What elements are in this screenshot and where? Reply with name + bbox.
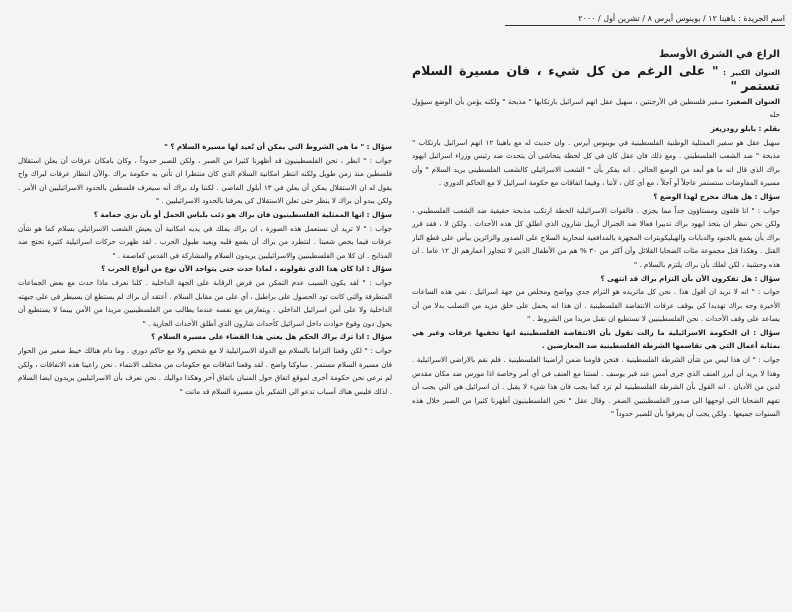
article-paragraph: سؤال : هل تفكرون الآن بأن التزام براك قد انتهى ؟ bbox=[600, 273, 780, 283]
article-paragraph: سهيل عقل هو سفير الممثلية الوطنية الفلسطينية في بوينوس أيرس . وان حديث له مع ياهينا ١٢ اتهم اسرائيل بارتكاب " مذبحة " ضد الشعب الفلسطيني . ومع ذلك فان عقل كان في كل لحظة يتحاشى أن يتحدث ضد رئيس وزراء اسرائيل ايهود براك الذي قال انه ما هو أبعد من الوضع الحالي . انه يفكر بأن " الشعب الاسرائيلي كالشعب الفلسطيني يريد السلام " وأن مسيرة المفاوضات ستستمر عاجلاً أو آجلاً ، مع أي كان ، لأننا ، وفيما اتفاقات مع حكومة اسرائيل لا مع الحاكم الدوري . bbox=[412, 137, 780, 188]
interview-question: سؤال : انها الممثلية الفلسطينيون فان براك هو ذئب بلباس الحمل أو بأن بزي حمامة ؟ bbox=[93, 209, 392, 219]
subtitle-label: العنوان الصغير: bbox=[726, 96, 780, 106]
interview-answer: جواب : " لقد يكون السبب عدم التمكن من فرض الرقابة على الجهة الداخلية . كلنا نعرف ماذا حدث مع بعض الجماعات المتطرفة والتي كانت تود الحصول على براطيل ، أي على من مقابل السلام . أعتقد أن براك لم يستطع ان يسيطر في على جبهته الداخلية ولا على أمن اسرائيل الداخلي . ويتعارض مع نفسه عندما يطالب من الفلسطينيين مزيدا من الأمن بينما لا يستطيع أن يحول دون وقوع حوادث داخل اسرائيل كأحداث شارون الذي أطلق الأحداث الجارية . " bbox=[18, 277, 392, 328]
main-title-row bbox=[412, 64, 780, 95]
section-title: الراع في الشرق الأوسط bbox=[659, 49, 780, 60]
interview-question: سؤال : اذا كان هذا الذي تقولونه ، لماذا حدث حتى يتواجد الآن نوع من أنواع الحرب ؟ bbox=[101, 264, 392, 274]
right-column-body bbox=[412, 136, 780, 421]
newspaper-header: اسم الجريدة : ياهينا ١٢ / بوينوس أيرس ٨ / تشرين أول / ٢٠٠٠ bbox=[505, 14, 785, 26]
interview-answer: جواب : " لا تريد أن نستعمل هذه الصورة ، ان براك يملك في يديه امكانية أن يعيش الشعب الاسرائيلي بسلام كما هو شأن عرفات فيما يخص شعبنا . لنتطرد من براك أن يقمع قلبه ويعيد طبول الحرب . لقد ظهرت حركات اسرائيلية كثيرة تحتج ضد المذابح . ان كلا من الفلسطينيين والاسرائيليين يريدون السلام والمشاركة في القدس كعاصمة . " bbox=[18, 223, 392, 260]
subtitle: سفير فلسطين في الأرجنتين ، سهيل عقل اتهم اسرائيل بارتكابها " مذبحة " ولكنه يؤمن بأن الوضع سيؤول حله bbox=[412, 96, 780, 120]
subtitle-row bbox=[412, 95, 780, 122]
main-title: " على الرغم من كل شيء ، فان مسيرة السلام تستمر " bbox=[412, 62, 780, 94]
article-paragraph: سؤال : هل هناك مخرج لهذا الوضع ؟ bbox=[653, 191, 780, 201]
article-paragraph: جواب : " انه لا نريد ان أقول هذا . نحن كل ماتريده هو التزام جدي وواضح ومخلص من جهة اسرائيل . نفي هذه الساعات الأخيرة وجه براك تهديدا كي يوقف عرفات الانتفاضة الفلسطينية . ان هذا انه يحمل على خلق مزيد من التصلب بدلا من أن يساعد على وقف الأحداث . نحن الفلسطينيين لا نستطيع ان نقبل مزيدا من الشروط . " bbox=[412, 287, 780, 324]
article-paragraph: جواب : " انا قلقون ومستاؤون جداً مما يجري . فالقوات الاسرائيلية الخطة ارتكب مذبحة حقيقية ضد الشعب الفلسطيني ، ولكن نحن ننظر ان يتخذ ايهود براك تدبيرا فعالا ضد الجنرال أرييل شارون الذي اطلق كل هذه الأحداث . ولكن لا ، فقد قرر براك بأن يقمع بالجنود والدبابات والهيليكوبترات المجهزة بالمدافعية لمحاربة السلاح على الصدور والزائرين بيأس على قطع النار القتل . وهكذا قتل مجموعة مئات الضحايا القلائل وأن أكثر من ٣٠ % هم من الأطفال الذين لا تتجاوز أعمارهم ال ١٢ عاما . ان هذه وحشية ، لكن لعلك بأن براك يلتزم بالسلام . " bbox=[412, 205, 780, 269]
interview-question: سؤال : اذا ترك براك الحكم هل يعني هذا القضاء على مسيرة السلام ؟ bbox=[151, 332, 392, 342]
main-title-label: العنوان الكبير : bbox=[723, 67, 780, 77]
article-paragraph: سؤال : ان الحكومة الاسرائيلية ما زالت تقول بأن الانتفاضة الفلسطينية انها تخفيها عرفات وغير هي بمثابة أعمال التي هي تقاسمها الشرطة الفلسطينية ضد المعارضين . bbox=[412, 327, 780, 351]
article-paragraph: جواب : " ان هذا ليس من شأن الشرطة الفلسطينية . فنحن قاومنا ضمن أراضينا الفلسطينية . فلم نقم بالاراضي الاسرائيلية . وهذا لا يريد أن أبرز العنف الذي جرى أمس عند قبر يوسف . لستنا مع العنف في أي أمر وخاصة اذا مورس ضد مكان مقدس لدين من الأديان . انه القول بأن الشرطة الفلسطينية لم ترد كما يجب فان هذا شيء لا يقبل . ان اسرائيل هي التي يجب أن تفهم الضحايا التي اوجهها الى صدور الفلسطينيين الصغر . وقال عقل " نحن الفلسطينيون أظهرنا كثيرا من الصبر خلال هذه السنوات جميعها . ولكن يجب أن يعرفوا بأن للصبر حدوداً " bbox=[412, 355, 780, 419]
interview-answer: جواب : " لكن وقعنا التزاما بالسلام مع الدولة الاسرائيلية لا مع شخص ولا مع حاكم دوري . وما دام هنالك خيط صغير من الحوار فان مسيرة السلام مستمر . ساوكنا واضح . لقد وقعنا اتفاقات مع حكومات من مختلف الانتماء . نحن راعينا هذه الاتفاقات ، ولكن لم نرعى نحن حكومة أخرى لموقع اتفاق حول المنبان باتفاق آخر وهكذا دواليك . نحن نعرف بأن الاسرائيليين يريدون ايضا السلام . لذلك فليس هناك أسباب تدعو الى التفكير بأن مسيرة السلام قد ماتت " bbox=[18, 345, 392, 396]
interview-question: سؤال : " ما هي الشروط التي يمكن أن تُعيد لها مسيرة السلام ؟ " bbox=[164, 142, 392, 151]
interview-answer: جواب : " انظر ، نحن الفلسطينيون قد أظهرنا كثيرا من الصبر ، ولكن للصبر حدوداً ، وكان بامكان عرفات أن يعلن استقلال فلسطين منذ زمن طويل ولكنه انتظر امكانية السلام الذي كان منتظرا ان تأتي به حكومة براك .والآن انتظار عرفات لبراك واح يقول له ان الاستقلال يمكن أن يعلن في ١٣ أيلول الماضي . لكننا ولد براك أنه سيعرف فلسطين بالحدود الاسرائيليين ان الأمر . ولكن يبدو أن براك لا ينظر حتى تعلن الاستقلال كي يعرفنا بالحدود الاسرائيليين . " bbox=[18, 155, 392, 206]
byline: بقلم : بابلو رودريغز bbox=[710, 123, 780, 133]
right-column bbox=[412, 44, 780, 600]
left-column bbox=[18, 140, 392, 600]
left-column-body bbox=[18, 140, 392, 398]
